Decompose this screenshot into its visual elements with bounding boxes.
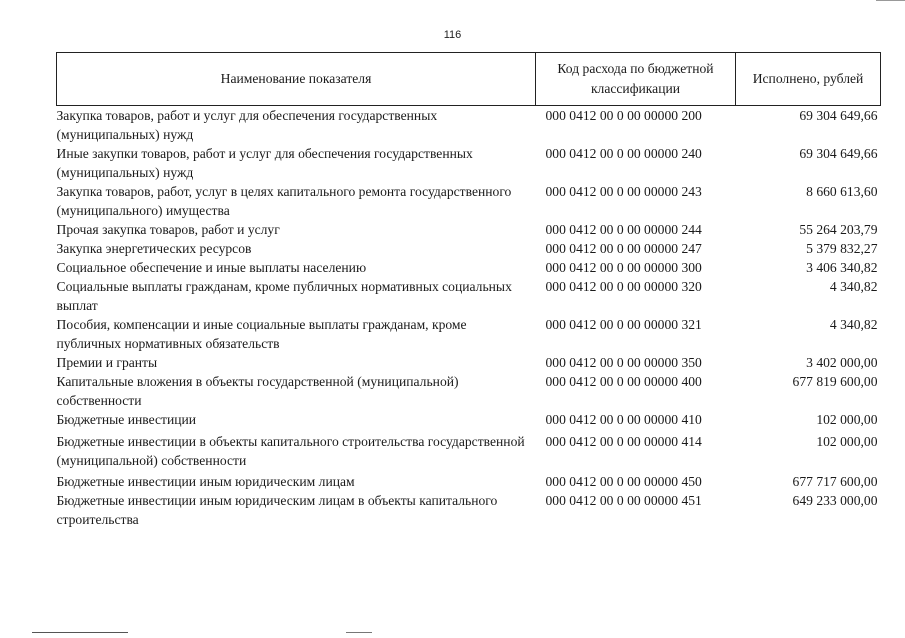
scan-mark (346, 632, 372, 633)
row-expense-code: 000 0412 00 0 00 00000 240 (545, 146, 702, 161)
row-indicator-name: Закупка товаров, работ, услуг в целях капитального ремонта государственного (муниципального) имущества (56, 184, 512, 218)
row-expense-code: 000 0412 00 0 00 00000 414 (545, 434, 702, 449)
row-executed-amount: 3 402 000,00 (806, 355, 878, 370)
row-executed-amount: 8 660 613,60 (806, 184, 878, 199)
row-indicator-name: Премии и гранты (56, 355, 158, 370)
row-indicator-name: Бюджетные инвестиции в объекты капитального строительства государственной (муниципальной) собственности (56, 434, 525, 468)
row-expense-code: 000 0412 00 0 00 00000 450 (545, 474, 702, 489)
row-executed-amount: 649 233 000,00 (792, 493, 878, 508)
row-indicator-name: Социальные выплаты гражданам, кроме публичных нормативных социальных выплат (56, 279, 512, 313)
table-row (57, 410, 881, 432)
table-row (57, 372, 881, 410)
row-executed-amount: 55 264 203,79 (799, 222, 878, 237)
table-row (57, 353, 881, 372)
table-row (57, 491, 881, 529)
row-indicator-name: Бюджетные инвестиции иным юридическим лицам (56, 474, 355, 489)
row-indicator-name: Бюджетные инвестиции (56, 412, 197, 427)
row-executed-amount: 677 717 600,00 (792, 474, 878, 489)
row-expense-code: 000 0412 00 0 00 00000 350 (545, 355, 702, 370)
row-executed-amount: 5 379 832,27 (806, 241, 878, 256)
table-row (57, 182, 881, 220)
table-row (57, 315, 881, 353)
table-row (57, 432, 881, 472)
row-expense-code: 000 0412 00 0 00 00000 247 (545, 241, 702, 256)
table-row (57, 220, 881, 239)
row-executed-amount: 3 406 340,82 (806, 260, 878, 275)
page-number: 116 (443, 29, 462, 41)
row-indicator-name: Бюджетные инвестиции иным юридическим лицам в объекты капитального строительства (56, 493, 498, 527)
budget-execution-table (56, 52, 881, 529)
table-body (57, 106, 881, 530)
row-indicator-name: Социальное обеспечение и иные выплаты населению (56, 260, 367, 275)
row-indicator-name: Пособия, компенсации и иные социальные выплаты гражданам, кроме публичных нормативных обязательств (56, 317, 467, 351)
table-row (57, 472, 881, 491)
row-indicator-name: Закупка товаров, работ и услуг для обеспечения государственных (муниципальных) нужд (56, 108, 438, 142)
row-expense-code: 000 0412 00 0 00 00000 320 (545, 279, 702, 294)
row-executed-amount: 102 000,00 (816, 434, 878, 449)
row-expense-code: 000 0412 00 0 00 00000 400 (545, 374, 702, 389)
header-expense-code: Код расхода по бюджетной классификации (536, 53, 736, 106)
row-indicator-name: Капитальные вложения в объекты государственной (муниципальной) собственности (56, 374, 459, 408)
header-row (57, 53, 881, 106)
row-executed-amount: 69 304 649,66 (799, 108, 878, 123)
table-row (57, 239, 881, 258)
row-indicator-name: Иные закупки товаров, работ и услуг для обеспечения государственных (муниципальных) нужд (56, 146, 473, 180)
table-row (57, 106, 881, 145)
row-expense-code: 000 0412 00 0 00 00000 300 (545, 260, 702, 275)
row-expense-code: 000 0412 00 0 00 00000 410 (545, 412, 702, 427)
footnote-divider (32, 632, 128, 633)
header-executed-amount: Исполнено, рублей (736, 53, 881, 106)
row-indicator-name: Прочая закупка товаров, работ и услуг (56, 222, 280, 237)
row-executed-amount: 102 000,00 (816, 412, 878, 427)
table-row (57, 277, 881, 315)
row-executed-amount: 4 340,82 (829, 317, 878, 332)
header-indicator-name: Наименование показателя (57, 53, 536, 106)
table-header (57, 53, 881, 106)
row-indicator-name: Закупка энергетических ресурсов (56, 241, 252, 256)
table-row (57, 144, 881, 182)
row-expense-code: 000 0412 00 0 00 00000 451 (545, 493, 702, 508)
row-executed-amount: 69 304 649,66 (799, 146, 878, 161)
table-row (57, 258, 881, 277)
scan-edge-mark (876, 0, 905, 1)
row-executed-amount: 677 819 600,00 (792, 374, 878, 389)
row-expense-code: 000 0412 00 0 00 00000 244 (545, 222, 702, 237)
row-executed-amount: 4 340,82 (829, 279, 878, 294)
row-expense-code: 000 0412 00 0 00 00000 200 (545, 108, 702, 123)
row-expense-code: 000 0412 00 0 00 00000 321 (545, 317, 702, 332)
row-expense-code: 000 0412 00 0 00 00000 243 (545, 184, 702, 199)
